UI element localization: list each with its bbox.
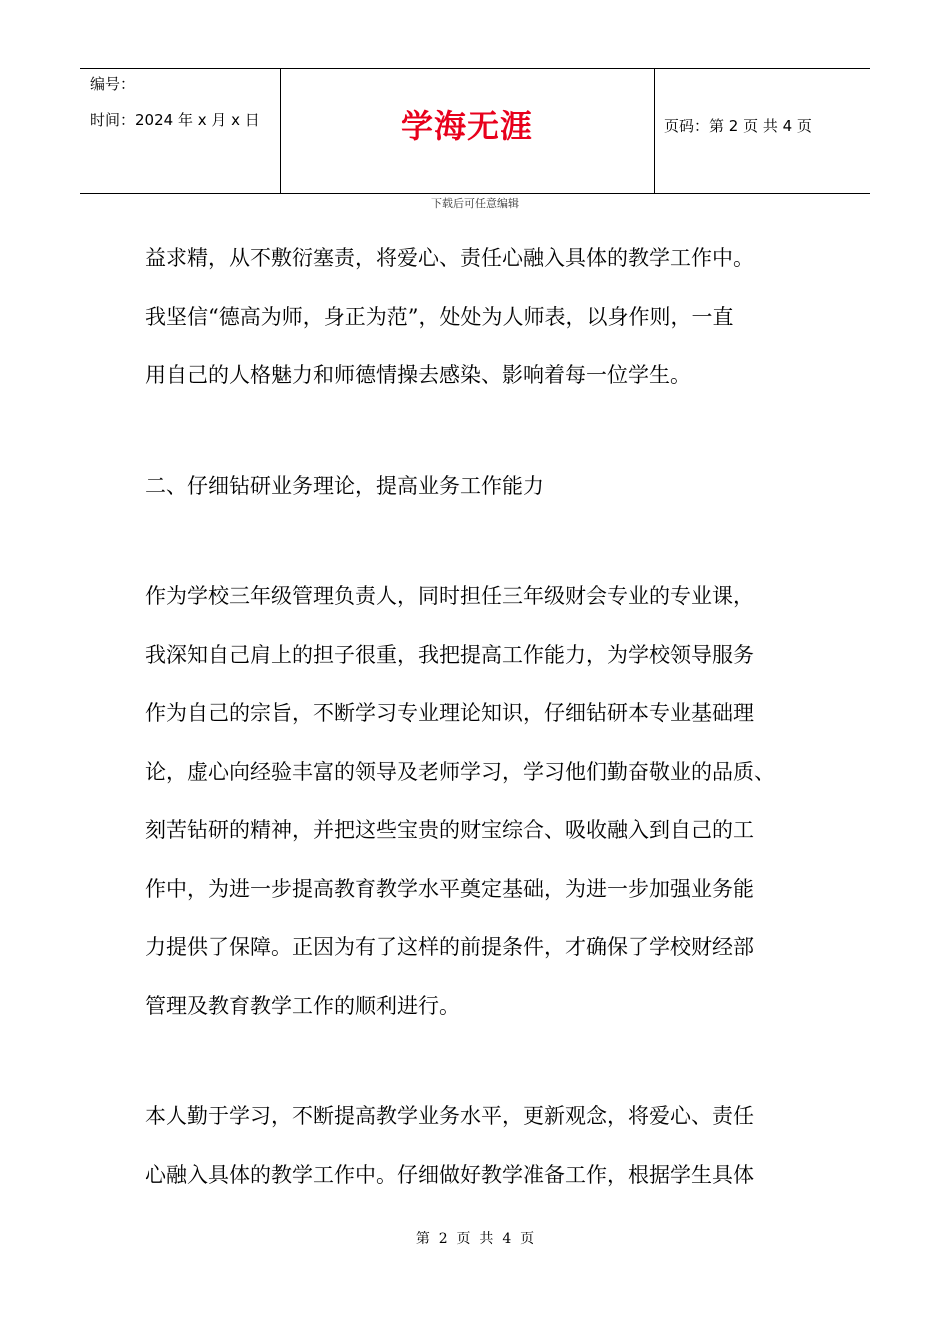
page-footer: 第 2 页 共 4 页 xyxy=(415,1231,535,1247)
header-divider-right xyxy=(654,69,655,193)
paragraph-ethics xyxy=(145,235,845,411)
paragraph-study xyxy=(145,573,845,1041)
document-header xyxy=(80,68,870,194)
text-line: 我深知自己肩上的担子很重，我把提高工作能力，为学校领导服务 xyxy=(145,642,754,667)
text-line: 作为学校三年级管理负责人，同时担任三年级财会专业的专业课， xyxy=(145,584,754,608)
text-line: 我坚信“德高为师，身正为范”，处处为人师表，以身作则，一直 xyxy=(145,304,734,329)
heading-line: 二、仔细钻研业务理论，提高业务工作能力 xyxy=(145,473,544,498)
page-indicator: 页码：第 2 页 共 4 页 xyxy=(664,117,812,135)
text-line: 论，虚心向经验丰富的领导及老师学习，学习他们勤奋敬业的品质、 xyxy=(145,759,775,784)
edit-note: 下载后可任意编辑 xyxy=(431,197,519,210)
text-line: 用自己的人格魅力和师德情操去感染、影响着每一位学生。 xyxy=(145,363,691,387)
text-line: 作中，为进一步提高教育教学水平奠定基础，为进一步加强业务能 xyxy=(145,876,754,901)
text-line: 刻苦钻研的精神，并把这些宝贵的财宝综合、吸收融入到自己的工 xyxy=(145,818,754,842)
text-line: 益求精，从不敷衍塞责，将爱心、责任心融入具体的教学工作中。 xyxy=(145,246,754,270)
text-line: 作为自己的宗旨，不断学习专业理论知识，仔细钻研本专业基础理 xyxy=(145,701,754,725)
document-number: 编号： xyxy=(90,75,136,93)
text-line: 本人勤于学习，不断提高教学业务水平，更新观念，将爱心、责任 xyxy=(145,1104,754,1128)
section-heading xyxy=(145,463,845,522)
document-date: 时间：2024 年 x 月 x 日 xyxy=(90,111,260,129)
text-line: 心融入具体的教学工作中。仔细做好教学准备工作，根据学生具体 xyxy=(145,1162,754,1187)
document-body xyxy=(145,235,845,1210)
text-line: 力提供了保障。正因为有了这样的前提条件，才确保了学校财经部 xyxy=(145,935,754,959)
text-line: 管理及教育教学工作的顺利进行。 xyxy=(145,993,460,1018)
paragraph-teaching xyxy=(145,1093,845,1210)
brand-logo-text: 学海无涯 xyxy=(400,107,533,145)
